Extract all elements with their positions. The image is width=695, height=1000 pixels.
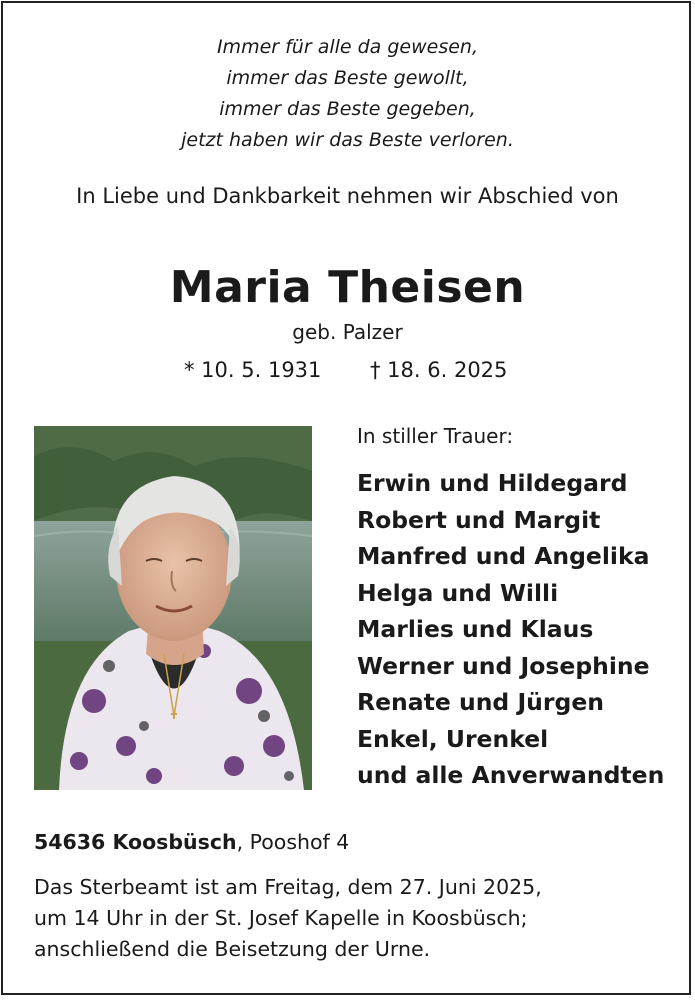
- address-street: , Pooshof 4: [236, 830, 350, 854]
- mourner-entry: Helga und Willi: [357, 578, 559, 607]
- mourners-list: [357, 465, 664, 794]
- birth-name: geb. Palzer: [292, 320, 403, 344]
- mourners-label: In stiller Trauer:: [357, 424, 514, 448]
- mourner-entry: Marlies und Klaus: [357, 615, 594, 643]
- notice-line: Das Sterbeamt ist am Freitag, dem 27. Juni 2025,: [34, 875, 542, 899]
- deceased-name: Maria Theisen: [169, 262, 526, 313]
- mourner-entry: Erwin und Hildegard: [357, 469, 628, 497]
- poem-line: Immer für alle da gewesen,: [216, 36, 479, 58]
- portrait-photo: [34, 426, 312, 790]
- poem-line: immer das Beste gewollt,: [226, 67, 469, 89]
- memorial-poem: [0, 32, 695, 156]
- death-date: † 18. 6. 2025: [370, 358, 508, 382]
- poem-line: jetzt haben wir das Beste verloren.: [181, 129, 514, 151]
- birth-date: * 10. 5. 1931: [184, 358, 322, 382]
- funeral-notice: [34, 872, 542, 965]
- portrait-illustration: [34, 426, 312, 790]
- mourner-entry: Werner und Josephine: [357, 651, 650, 680]
- family-address: [34, 830, 349, 854]
- mourner-entry: Robert und Margit: [357, 505, 601, 534]
- mourner-entry: und alle Anverwandten: [357, 761, 665, 789]
- farewell-intro: In Liebe und Dankbarkeit nehmen wir Abschied von: [76, 184, 619, 208]
- poem-line: immer das Beste gegeben,: [219, 98, 476, 120]
- mourner-entry: Renate und Jürgen: [357, 688, 604, 716]
- address-town: 54636 Koosbüsch: [34, 830, 237, 854]
- mourner-entry: Enkel, Urenkel: [357, 724, 549, 753]
- notice-line: um 14 Uhr in der St. Josef Kapelle in Koosbüsch;: [34, 906, 528, 930]
- notice-line: anschließend die Beisetzung der Urne.: [34, 937, 431, 961]
- mourner-entry: Manfred und Angelika: [357, 542, 650, 570]
